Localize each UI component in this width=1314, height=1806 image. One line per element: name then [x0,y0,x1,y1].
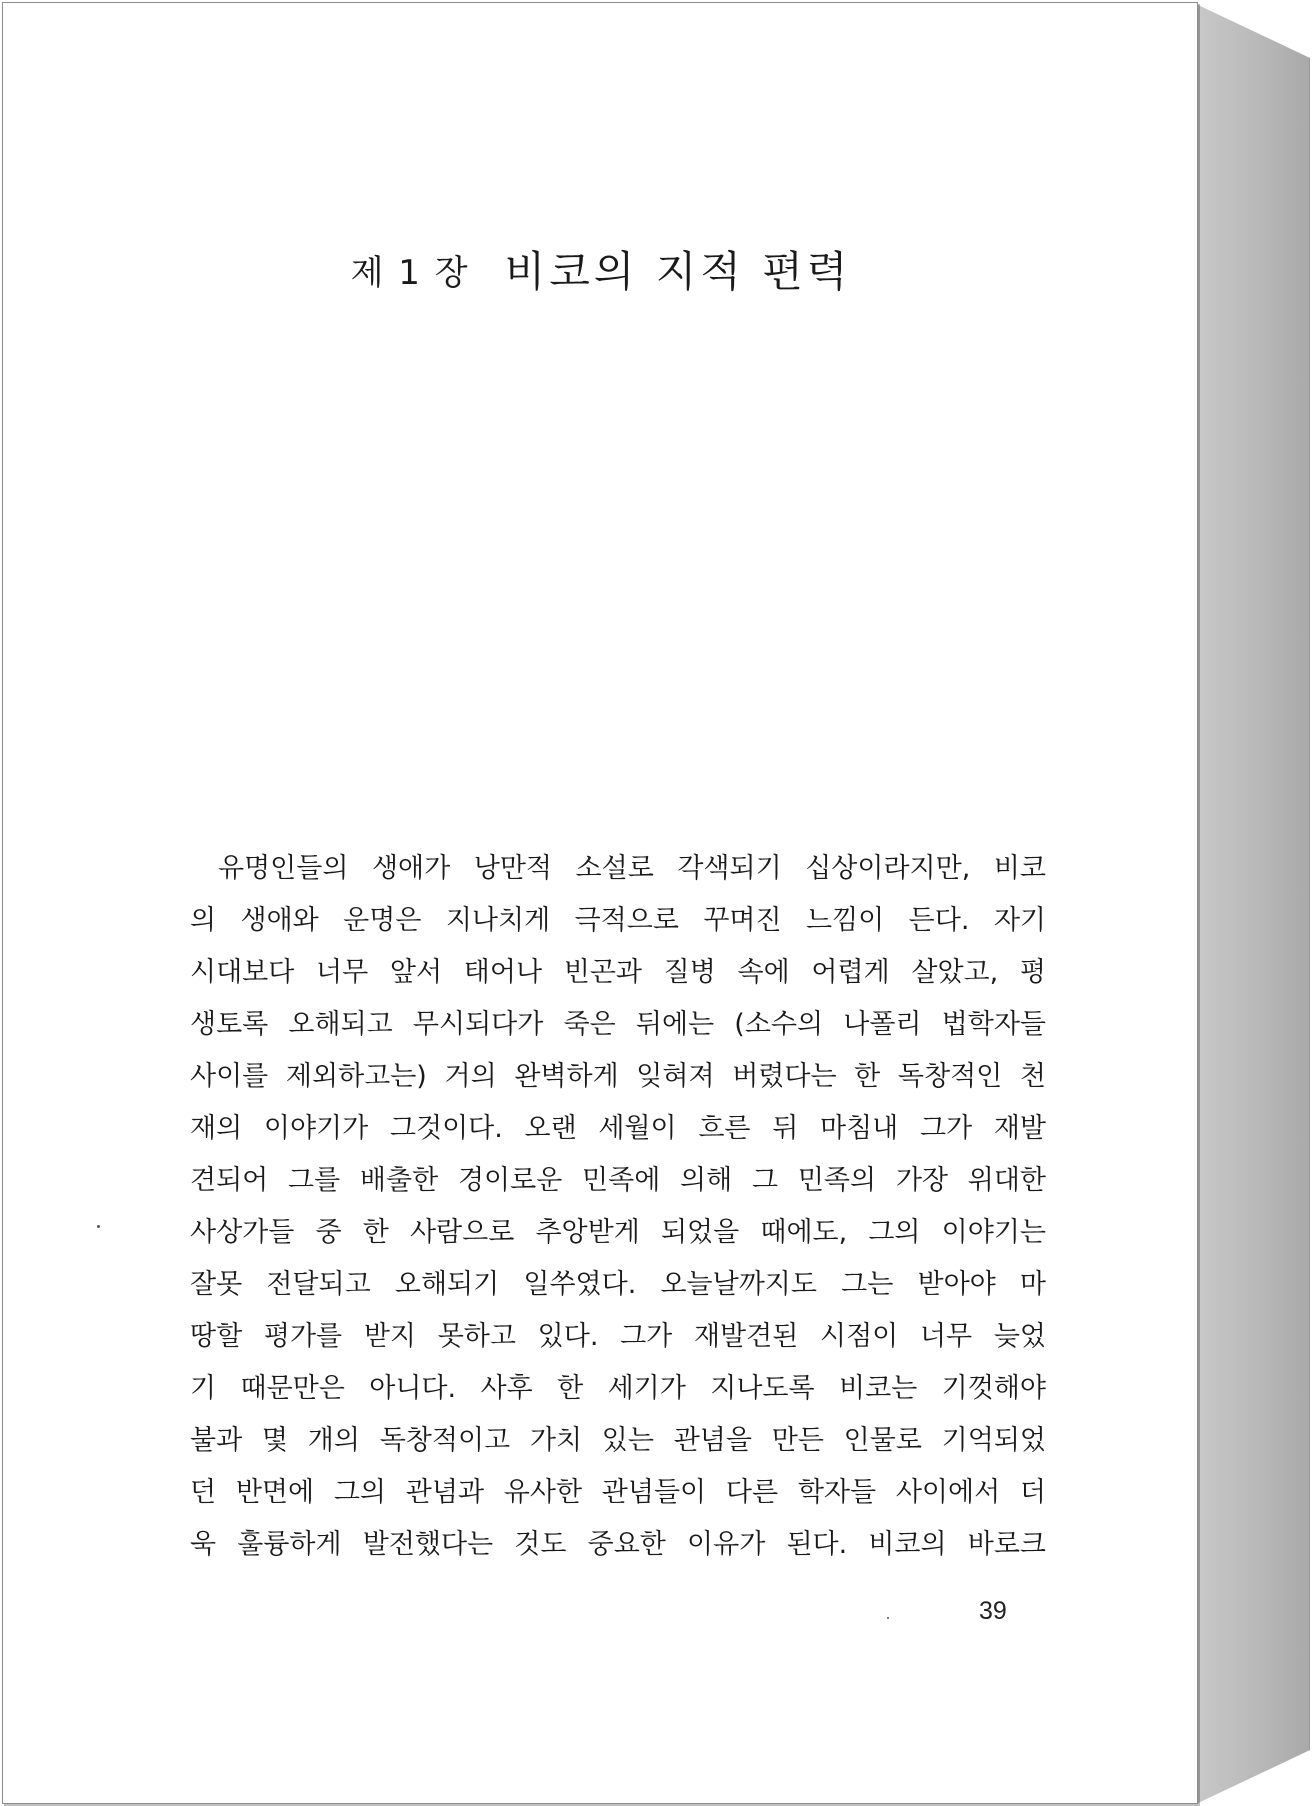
text-line: 재의 이야기가 그것이다. 오랜 세월이 흐른 뒤 마침내 그가 재발 [190,1113,1046,1144]
text-line: 견되어 그를 배출한 경이로운 민족에 의해 그 민족의 가장 위대한 [190,1165,1046,1196]
text-line: 던 반면에 그의 관념과 유사한 관념들이 다른 학자들 사이에서 더 [190,1477,1046,1508]
text-line: 사상가들 중 한 사람으로 추앙받게 되었을 때에도, 그의 이야기는 [190,1217,1046,1248]
scan-speck [887,1617,889,1619]
text-line: 유명인들의 생애가 낭만적 소설로 각색되기 십상이라지만, 비코 [218,853,1046,884]
text-line: 기 때문만은 아니다. 사후 한 세기가 지나도록 비코는 기껏해야 [190,1373,1046,1404]
body-paragraph [190,843,1046,1571]
book-page [2,2,1198,1804]
book-page-edge [1196,4,1310,1804]
text-line: 생토록 오해되고 무시되다가 죽은 뒤에는 (소수의 나폴리 법학자들 [190,1009,1046,1040]
text-line: 불과 몇 개의 독창적이고 가치 있는 관념을 만든 인물로 기억되었 [190,1425,1046,1456]
text-line: 시대보다 너무 앞서 태어나 빈곤과 질병 속에 어렵게 살았고, 평 [190,957,1046,988]
text-line: 사이를 제외하고는) 거의 완벽하게 잊혀져 버렸다는 한 독창적인 천 [190,1061,1046,1092]
text-line: 욱 훌륭하게 발전했다는 것도 중요한 이유가 된다. 비코의 바로크 [190,1529,1046,1560]
text-line: 의 생애와 운명은 지나치게 극적으로 꾸며진 느낌이 든다. 자기 [190,905,1046,936]
text-line: 잘못 전달되고 오해되기 일쑤였다. 오늘날까지도 그는 받아야 마 [190,1269,1046,1300]
scan-speck [97,1225,100,1228]
text-line: 땅할 평가를 받지 못하고 있다. 그가 재발견된 시점이 너무 늦었 [190,1321,1046,1352]
chapter-heading [3,239,1199,299]
page-number: 39 [979,1597,1007,1625]
chapter-number: 제 1 장 [350,252,470,293]
chapter-title: 비코의 지적 편력 [504,247,852,296]
